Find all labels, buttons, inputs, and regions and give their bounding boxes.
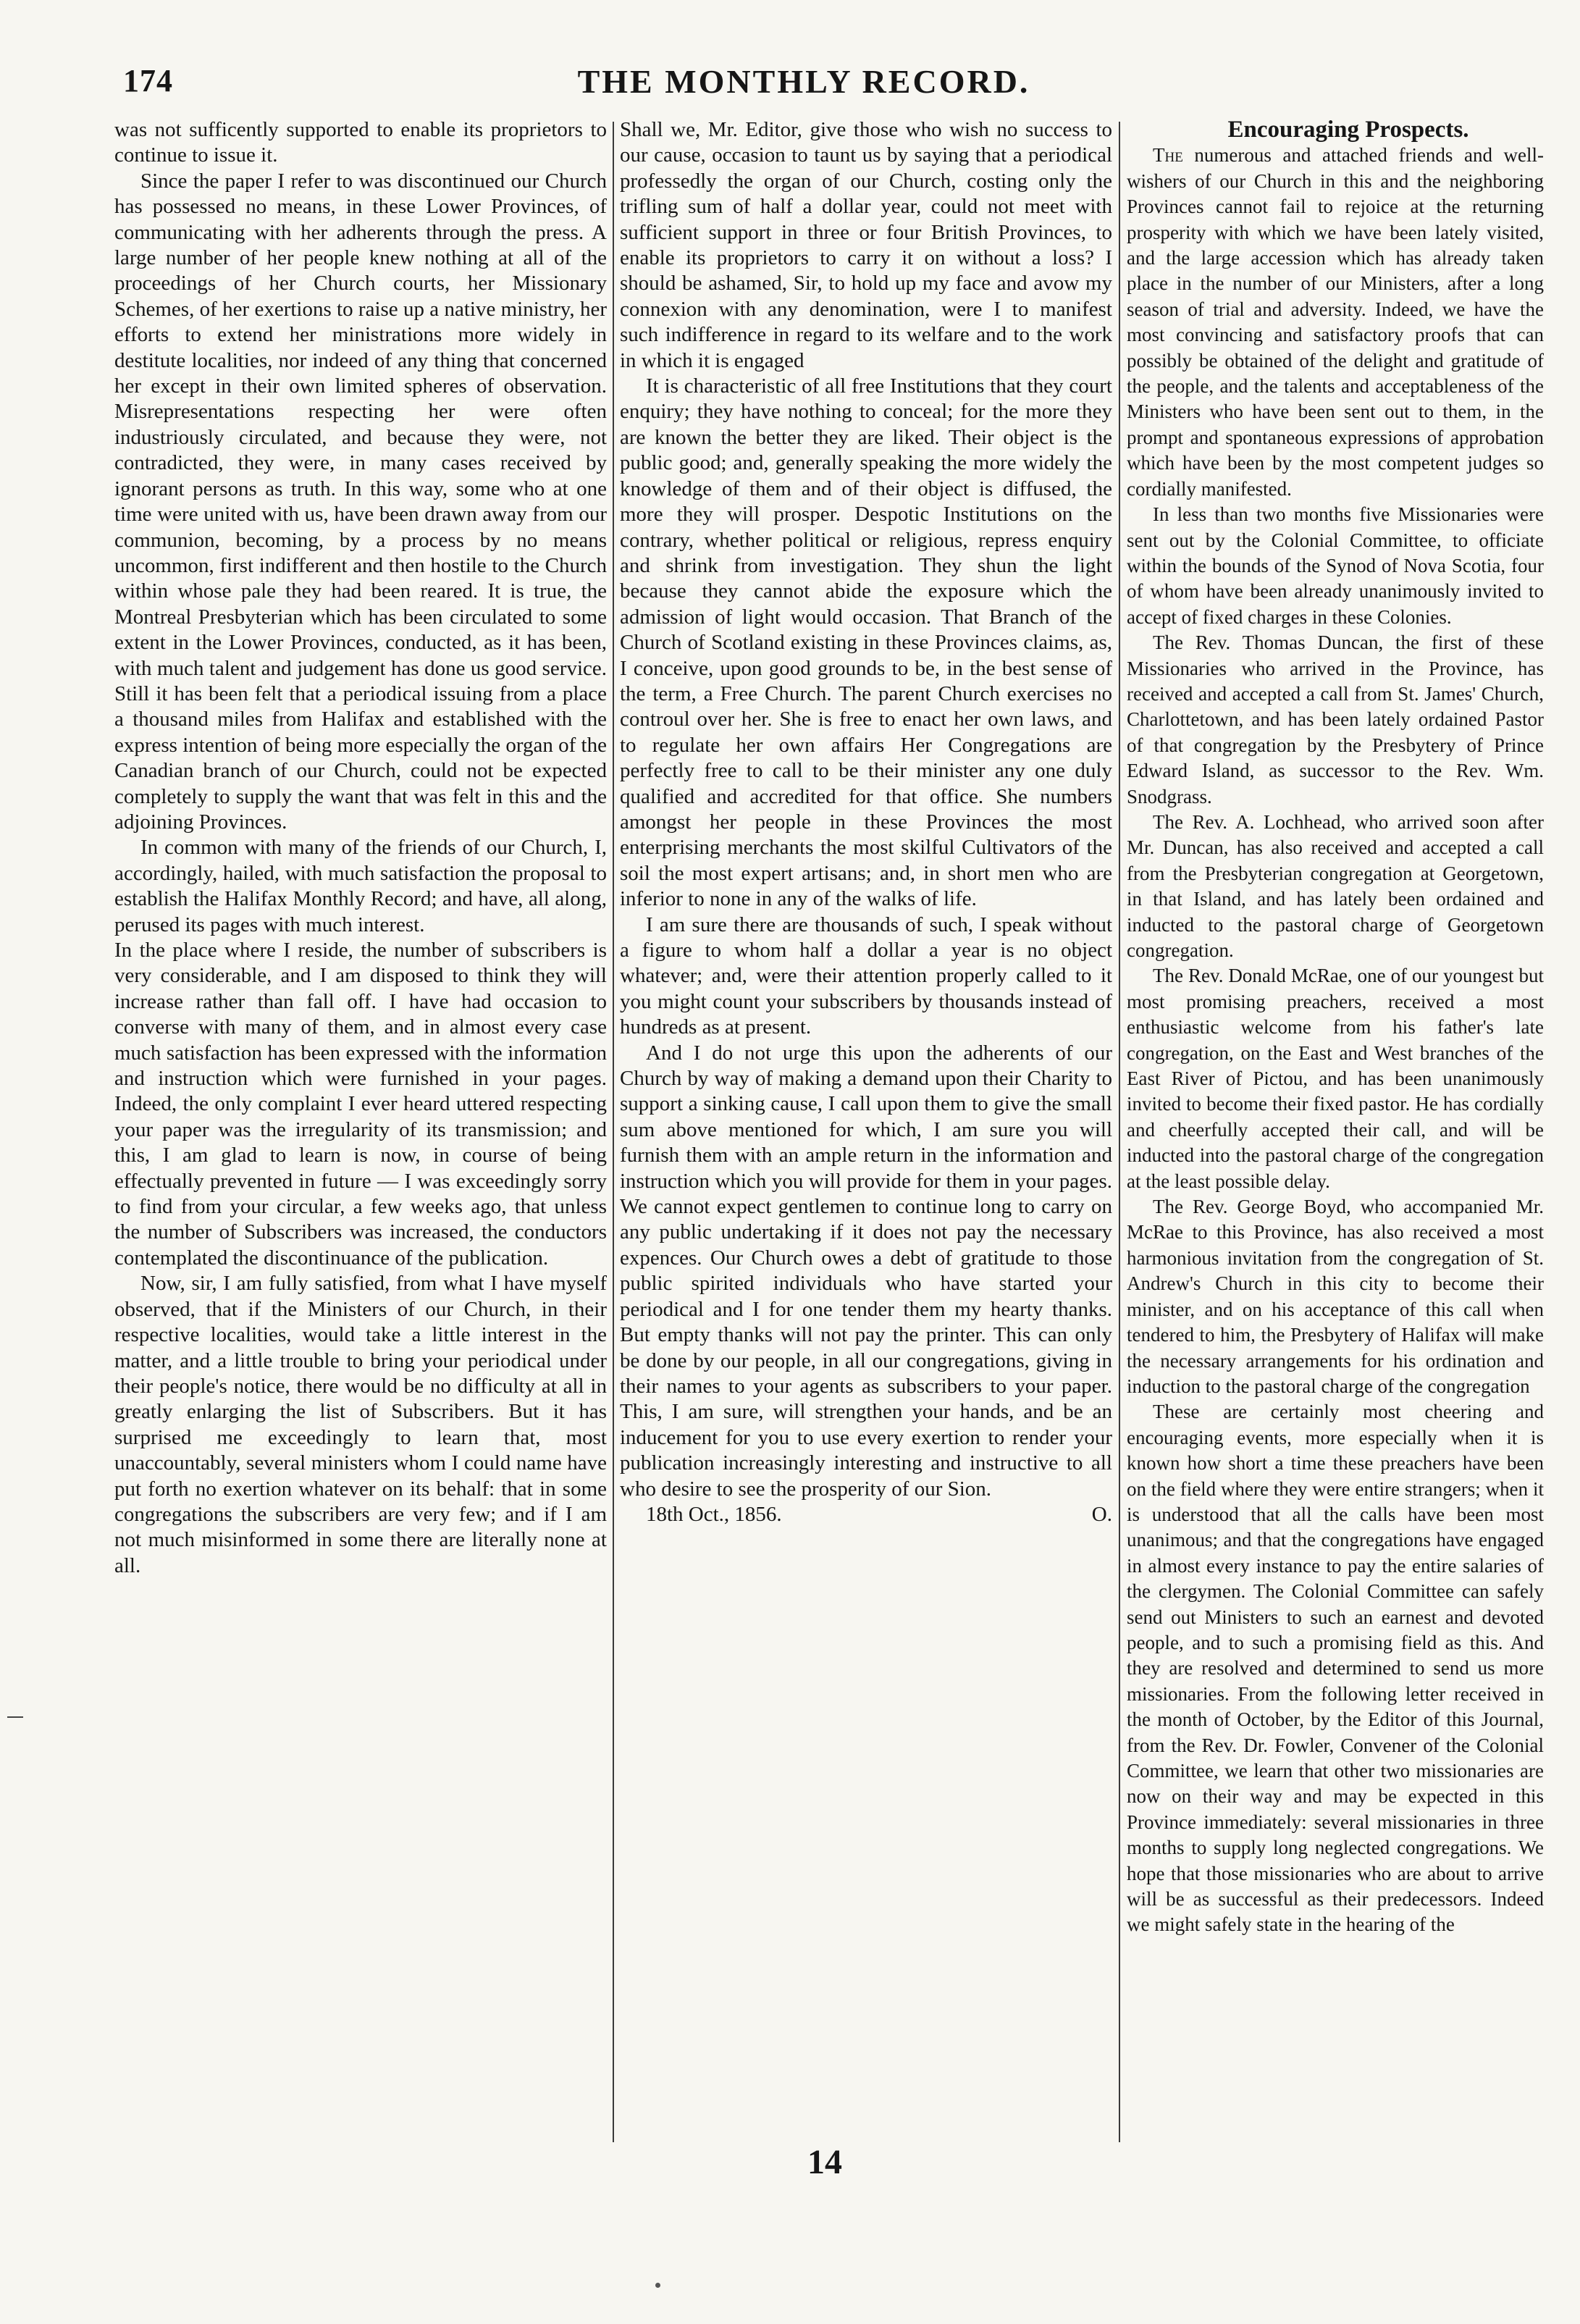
opening-word: The bbox=[1153, 144, 1183, 167]
paragraph: The Rev. Thomas Duncan, the first of these Missionaries who arrived in the Province, has received and accepted a call from St. James' Church, Charlottetown, and has been lately ordained Pastor of that congregation by the Presbytery of Prince Edward Island, as successor to the Rev. Wm. Snodgrass. bbox=[1127, 632, 1544, 807]
paragraph: Now, sir, I am fully satisfied, from what I have myself observed, that if the Ministers of our Church, in their respective localities, would take a little interest in the matter, and a little trouble to bring your periodical under their people's notice, there would be no difficulty at all in greatly enlarging the list of Subscribers. But it has surprised me exceedingly to learn that, most unaccountably, several ministers whom I could name have put forth no exertion whatever on its behalf: that in some congregations the subscribers are very few; and if I am not much misinformed in some there are literally none at all. bbox=[114, 1272, 607, 1577]
paragraph: I am sure there are thousands of such, I speak without a figure to whom half a dollar a year is no object whatever; and, were their attention properly called to it you might count your subscribers by thousands instead of hundreds as at present. bbox=[620, 913, 1112, 1039]
paragraph bbox=[1127, 143, 1544, 502]
paragraph: was not sufficently supported to enable its proprietors to continue to issue it. bbox=[114, 118, 607, 167]
paragraph: Since the paper I refer to was discontinued our Church has possessed no means, in these Lower Provinces, of communicating with her adherents through the press. A large number of her people knew nothing at all of the proceedings of her Church courts, her Missionary Schemes, of her exertions to raise up a native ministry, her efforts to extend her ministrations more widely in destitute localities, nor indeed of any thing that concerned her except in their own limited spheres of observation. Misrepresentations respecting her were often industriously circulated, and because they were, not contradicted, they were, in many cases received by ignorant persons as truth. In this way, some who at one time were united with us, have been drawn away from our communion, becoming, by a process by no means uncommon, first indifferent and then hostile to the Church within whose pale they had been reared. It is true, the Montreal Presbyterian which has been circulated to some extent in the Lower Provinces, conducted, as it has been, with much talent and judgement has done us good service. Still it has been felt that a periodical issuing from a place a thousand miles from Halifax and established with the express intention of being more especially the organ of the Canadian branch of our Church, could not be expected completely to supply the want that was felt in this and the adjoining Provinces. bbox=[114, 169, 607, 834]
column-right bbox=[1127, 117, 1544, 2160]
paragraph: These are certainly most cheering and encouraging events, more especially when it is known how short a time these preachers have been on the field where they were entire strangers; when it is understood that all the calls have been most unanimous; and that the congregations have engaged in almost every instance to pay the entire salaries of the clergymen. The Colonial Committee can safely send out Ministers to such an earnest and devoted people, and to such a promising field as this. And they are resolved and determined to send us more missionaries. From the following letter received in the month of October, by the Editor of this Journal, from the Rev. Dr. Fowler, Convener of the Colonial Committee, we learn that other two missionaries are now on their way and may be expected in this Province immediately: several missionaries in three months to supply long neglected congregations. We hope that those missionaries who are about to arrive will be as successful as their predecessors. Indeed we might safely state in the hearing of the bbox=[1127, 1401, 1544, 1936]
paragraph: The Rev. George Boyd, who accompanied Mr. McRae to this Province, has also received a most harmonious invitation from the congregation of St. Andrew's Church in this city to become their minister, and on his acceptance of this call when tendered to him, the Presbytery of Halifax will make the necessary arrangements for his ordination and induction to the pastoral charge of the congregation bbox=[1127, 1196, 1544, 1397]
margin-mark bbox=[7, 1716, 23, 1718]
journal-title: THE MONTHLY RECORD. bbox=[577, 63, 1030, 100]
paragraph: And I do not urge this upon the adherents of our Church by way of making a demand upon their Charity to support a sinking cause, I call upon them to give the small sum above mentioned for which, I am sure you will furnish them with an ample return in the information and instruction which you will provide for them in your pages. We cannot expect gentlemen to continue long to carry on any public undertaking if it does not pay the necessary expences. Our Church owes a debt of gratitude to those public spirited individuals who have started your periodical and I for one tender them my hearty thanks. But empty thanks will not pay the printer. This can only be done by our people, in all our congregations, giving in their names to your agents as subscribers to your paper. This, I am sure, will strengthen your hands, and be an inducement for you to use every exertion to render your publication increasingly interesting and instructive to all who desire to see the prosperity of our Sion. bbox=[620, 1041, 1112, 1501]
letter-date: 18th Oct., 1856. bbox=[646, 1502, 782, 1526]
column-divider bbox=[613, 122, 614, 2142]
signature-line bbox=[620, 1502, 1112, 1527]
page-header bbox=[123, 62, 1484, 106]
paragraph: The Rev. A. Lochhead, who arrived soon after Mr. Duncan, has also received and accepted a call from the Presbyterian congregation at Georgetown, in that Island, and has lately been ordained and inducted to the pastoral charge of Georgetown congregation. bbox=[1127, 810, 1544, 961]
page-number: 174 bbox=[123, 63, 173, 98]
article-title: Encouraging Prospects. bbox=[1227, 117, 1469, 143]
letter-signature: O. bbox=[1091, 1502, 1112, 1526]
column-left bbox=[114, 117, 607, 2160]
paragraph: In the place where I reside, the number of subscribers is very considerable, and I am disposed to think they will increase rather than fall off. I have had occasion to converse with many of them, and in almost every case much satisfaction has been expressed with the information and instruction which were furnished in your pages. Indeed, the only complaint I ever heard uttered respecting your paper was the irregularity of its transmission; and this, I am glad to learn is now, in course of being effectually prevented in future — I was exceedingly sorry to find from your circular, a few weeks ago, that unless the number of Subscribers was increased, the conductors contemplated the discontinuance of the publication. bbox=[114, 939, 607, 1270]
column-divider bbox=[1119, 122, 1120, 2142]
paragraph: In less than two months five Missionaries were sent out by the Colonial Committee, to officiate within the bounds of the Synod of Nova Scotia, four of whom have been already unanimously invited to accept of fixed charges in these Colonies. bbox=[1127, 503, 1544, 628]
paragraph: In common with many of the friends of our Church, I, accordingly, hailed, with much satisfaction the proposal to establish the Halifax Monthly Record; and have, all along, perused its pages with much interest. bbox=[114, 836, 607, 936]
column-middle bbox=[620, 117, 1112, 2160]
paragraph-text: numerous and attached friends and well-wishers of our Church in this and the neighboring Provinces cannot fail to rejoice at the returning prosperity with which we have been lately visited, and the large accession which has already taken place in the number of our Ministers, after a long season of trial and adversity. Indeed, we have the most convincing and satisfactory proofs that can possibly be obtained of the delight and gratitude of the people, and the talents and acceptableness of the Ministers who have been sent out to them, in the prompt and spontaneous expressions of approbation which have been by the most competent judges so cordially manifested. bbox=[1127, 144, 1544, 500]
paragraph: The Rev. Donald McRae, one of our youngest but most promising preachers, received a most enthusiastic welcome from his father's late congregation, on the East and West branches of the East River of Pictou, and has been unanimously invited to become their fixed pastor. He has cordially and cheerfully accepted their call, and will be inducted into the pastoral charge of the congregation at the least possible delay. bbox=[1127, 965, 1544, 1192]
paragraph: Shall we, Mr. Editor, give those who wish no success to our cause, occasion to taunt us by saying that a periodical professedly the organ of our Church, costing only the trifling sum of half a dollar year, could not meet with sufficient support in three or four British Provinces, to enable its proprietors to carry it on without a loss? I should be ashamed, Sir, to hold up my face and avow my connexion with any denomination, were I to manifest such indifference in regard to its welfare and to the work in which it is engaged bbox=[620, 118, 1112, 372]
paragraph: It is characteristic of all free Institutions that they court enquiry; they have nothing to conceal; for the more they are known the better they are liked. Their object is the public good; and, generally speaking the more widely the knowledge of them and of their object is diffused, the more they will prosper. Despotic Institutions on the contrary, whether political or religious, repress enquiry and shrink from investigation. They shun the light because they cannot abide the exposure which the admission of light would occasion. That Branch of the Church of Scotland existing in these Provinces claims, as, I conceive, upon good grounds to be, in the best sense of the term, a Free Church. The parent Church exercises no controul over her. She is free to enact her own laws, and to regulate her own affairs Her Congregations are perfectly free to call to be their minister any one duly qualified and accredited for that office. She numbers amongst her people in these Provinces the most enterprising merchants the most skilful Cultivators of the soil the most expert artisans; and, in short men who are inferior to none in any of the walks of life. bbox=[620, 374, 1112, 911]
ink-dot bbox=[655, 2283, 660, 2288]
signature-mark: 14 bbox=[807, 2143, 842, 2181]
